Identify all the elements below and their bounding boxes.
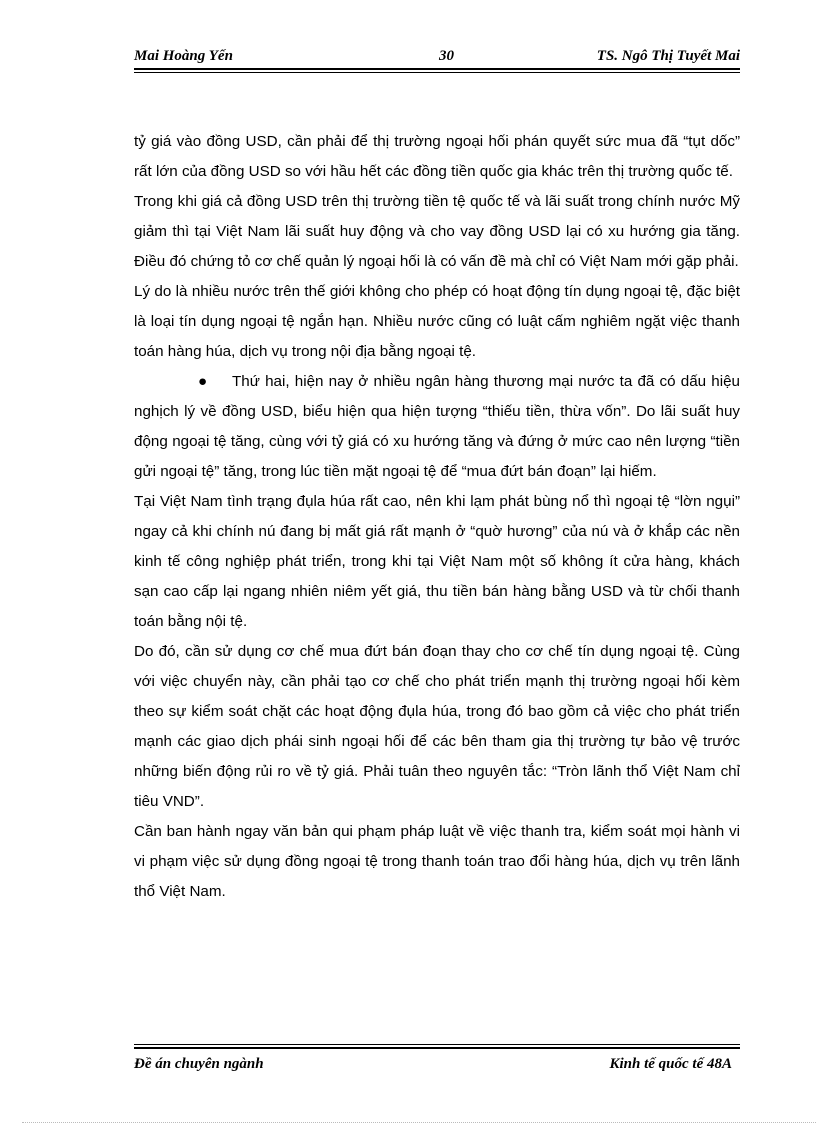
bullet-paragraph: [134, 367, 740, 487]
footer-class: Kinh tế quốc tế 48A: [609, 1056, 732, 1072]
page-footer: [134, 1056, 740, 1078]
paragraph: Lý do là nhiều nước trên thế giới không cho phép có hoạt động tín dụng ngoại tệ, đặc biệt là loại tín dụng ngoại tệ ngắn hạn. Nhiều nước cũng có luật cấm nghiêm ngặt việc thanh toán hàng húa, dịch vụ trong nội địa bằng ngoại tệ.: [134, 283, 740, 360]
paragraph: Tại Việt Nam tình trạng đụla húa rất cao, nên khi lạm phát bùng nổ thì ngoại tệ “lờn ngụi” ngay cả khi chính nú đang bị mất giá rất mạnh ở “quờ hương” của nú và ở khắp các nền kinh tế công nghiệp phát triển, trong khi tại Việt Nam một số không ít cửa hàng, khách sạn cao cấp lại ngang nhiên niêm yết giá, thu tiền bán hàng bằng USD và từ chối thanh toán bằng nội tệ.: [134, 493, 740, 630]
header-page-number: 30: [439, 48, 454, 64]
footer-rule: [134, 1047, 740, 1049]
paragraph: Do đó, cần sử dụng cơ chế mua đứt bán đoạn thay cho cơ chế tín dụng ngoại tệ. Cùng với việc chuyển này, cần phải tạo cơ chế cho phát triển mạnh thị trường ngoại hối kèm theo sự kiểm soát chặt các hoạt động đụla húa, trong đó bao gồm cả việc cho phát triển mạnh các giao dịch phái sinh ngoại hối để các bên tham gia thị trường tự bảo vệ trước những biến động rủi ro về tỷ giá. Phải tuân theo nguyên tắc: “Tròn lãnh thổ Việt Nam chỉ tiêu VND”.: [134, 643, 740, 810]
bullet-paragraph-text: Thứ hai, hiện nay ở nhiều ngân hàng thương mại nước ta đã có dấu hiệu nghịch lý về đồng USD, biểu hiện qua hiện tượng “thiếu tiền, thừa vốn”. Do lãi suất huy động ngoại tệ tăng, cùng với tỷ giá có xu hướng tăng và đứng ở mức cao nên lượng “tiền gửi ngoại tệ” tăng, trong lúc tiền mặt ngoại tệ để “mua đứt bán đoạn” lại hiếm.: [134, 373, 740, 480]
page-header: [134, 48, 740, 70]
header-rule: [134, 68, 740, 70]
paragraph: Trong khi giá cả đồng USD trên thị trường tiền tệ quốc tế và lãi suất trong chính nước Mỹ giảm thì tại Việt Nam lãi suất huy động và cho vay đồng USD lại có xu hướng gia tăng. Điều đó chứng tỏ cơ chế quản lý ngoại hối là có vấn đề mà chỉ có Việt Nam mới gặp phải.: [134, 193, 740, 270]
header-supervisor: TS. Ngô Thị Tuyết Mai: [596, 48, 740, 64]
footer-project: Đề án chuyên ngành: [134, 1056, 264, 1072]
bullet-icon: ●: [198, 373, 208, 390]
paragraph: Cần ban hành ngay văn bản qui phạm pháp luật về việc thanh tra, kiểm soát mọi hành vi vi phạm việc sử dụng đồng ngoại tệ trong thanh toán trao đổi hàng húa, dịch vụ trên lãnh thổ Việt Nam.: [134, 823, 740, 900]
body-text: [134, 127, 740, 907]
paragraph: tỷ giá vào đồng USD, cần phải để thị trường ngoại hối phán quyết sức mua đã “tụt dốc” rất lớn của đồng USD so với hầu hết các đồng tiền quốc gia khác trên thị trường quốc tế.: [134, 133, 740, 180]
header-author: Mai Hoàng Yến: [134, 48, 233, 64]
header-rule-secondary: [134, 72, 740, 73]
footer-rule-secondary: [134, 1044, 740, 1045]
